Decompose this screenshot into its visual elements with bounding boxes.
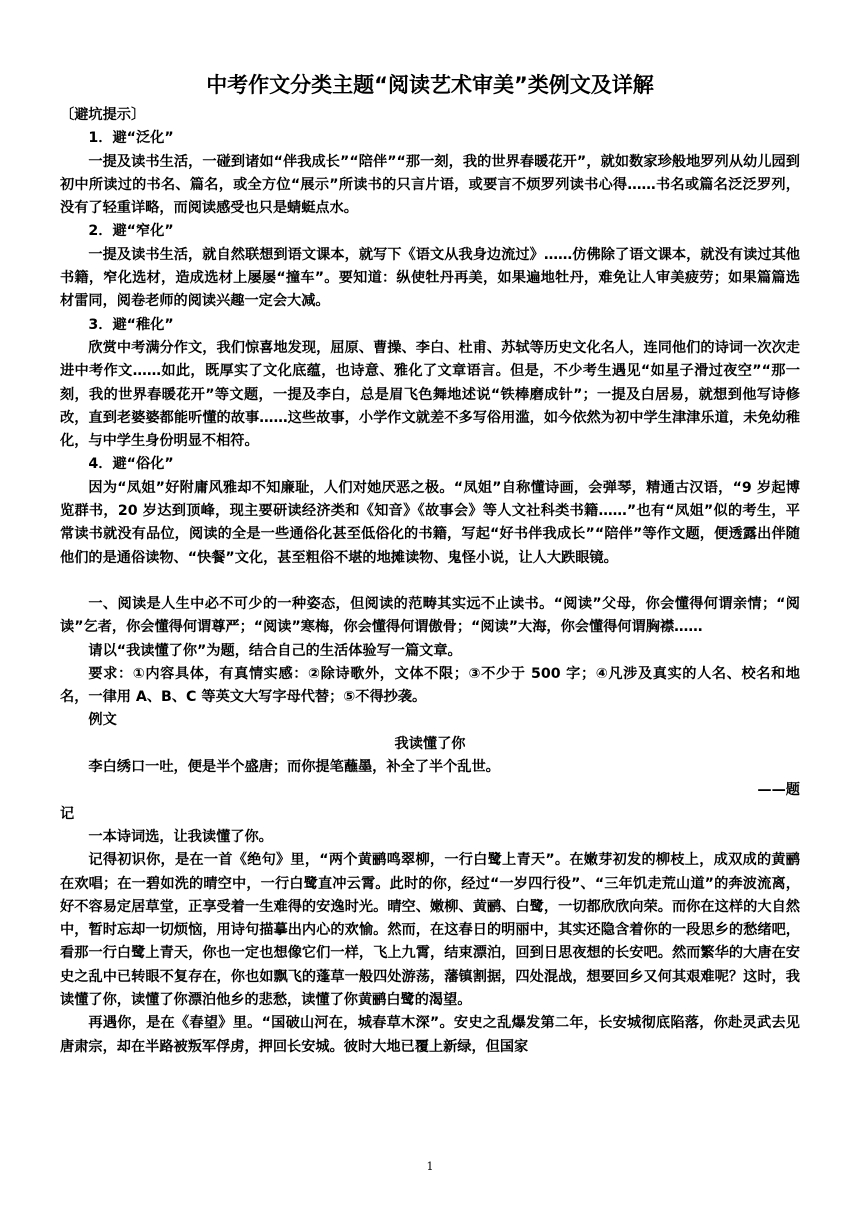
- epigraph-signature: ——题: [757, 782, 800, 799]
- tip-heading-2: 2．避“窄化”: [88, 223, 174, 240]
- prompt-paragraph-1: 一、阅读是人生中必不可少的一种姿态，但阅读的范畴其实远不止读书。“阅读”父母，你会懂得何谓亲情；“阅读”乞者，你会懂得何谓尊严；“阅读”寒梅，你会懂得何谓傲骨；“阅读”大海，你会懂得何谓胸襟……: [60, 595, 800, 636]
- tip-paragraph-2: 一提及读书生活，就自然联想到语文课本，就写下《语文从我身边流过》……仿佛除了语文课本，就没有读过其他书籍，窄化选材，造成选材上屡屡“撞车”。要知道：纵使牡丹再美，如果遍地牡丹，难免让人审美疲劳；如果篇篇选材雷同，阅卷老师的阅读兴趣一定会大减。: [60, 246, 800, 310]
- essay-paragraph-1: 一本诗词选，让我读懂了你。: [88, 828, 273, 845]
- example-label: 例文: [88, 712, 117, 729]
- tip-heading-3: 3．避“稚化”: [88, 316, 174, 333]
- tip-paragraph-1: 一提及读书生活，一碰到诸如“伴我成长”“陪伴”“那一刻，我的世界春暖花开”，就如数家珍般地罗列从幼儿园到初中所读过的书名、篇名，或全方位“展示”所读书的只言片语，或要言不烦罗列读书心得……书名或篇名泛泛罗列，没有了轻重详略，而阅读感受也只是蜻蜓点水。: [60, 153, 800, 217]
- section-gap: [60, 570, 800, 593]
- essay-paragraph-3: 再遇你，是在《春望》里。“国破山河在，城春草木深”。安史之乱爆发第二年，长安城彻底陷落，你赴灵武去见唐肃宗，却在半路被叛军俘虏，押回长安城。彼时大地已覆上新绿，但国家: [60, 1015, 800, 1055]
- document-body: [60, 104, 800, 1059]
- prompt-requirements: 要求：①内容具体，有真情实感：②除诗歌外，文体不限；③不少于 500 字；④凡涉及真实的人名、校名和地名，一律用 A、B、C 等英文大写字母代替；⑤不得抄袭。: [60, 665, 800, 706]
- epigraph-signature-end: 记: [60, 805, 75, 822]
- page-number: 1: [426, 1160, 434, 1173]
- essay-title: 我读懂了你: [394, 735, 466, 752]
- tip-paragraph-3: 欣赏中考满分作文，我们惊喜地发现，屈原、曹操、李白、杜甫、苏轼等历史文化名人，连同他们的诗词一次次走进中考作文……如此，既厚实了文化底蕴，也诗意、雅化了文章语言。但是，不少考生遇见“如星子滑过夜空”“那一刻，我的世界春暖花开”等文题，一提及李白，总是眉飞色舞地述说“铁棒磨成针”；一提及白居易，就想到他写诗修改，直到老婆婆都能听懂的故事……这些故事，小学作文就差不多写俗用滥，如今依然为初中学生津津乐道，未免幼稚化，与中学生身份明显不相符。: [60, 339, 800, 450]
- essay-paragraph-2: 记得初识你，是在一首《绝句》里，“两个黄鹂鸣翠柳，一行白鹭上青天”。在嫩芽初发的柳枝上，成双成的黄鹂在欢唱；在一碧如洗的晴空中，一行白鹭直冲云霄。此时的你，经过“一岁四行役”、“三年饥走荒山道”的奔波流离，好不容易定居草堂，正享受着一生难得的安逸时光。晴空、嫩柳、黄鹂、白鹭，一切都欣欣向荣。而你在这样的大自然中，暂时忘却一切烦恼，用诗句描摹出内心的欢愉。然而，在这春日的明丽中，其实还隐含着你的一段思乡的愁绪吧，看那一行白鹭上青天，你也一定也想像它们一样，飞上九霄，结束漂泊，回到日思夜想的长安吧。然而繁华的大唐在安史之乱中已转眼不复存在，你也如飘飞的蓬草一般四处游荡，藩镇割据，四处混战，想要回乡又何其艰难呢？这时，我读懂了你，读懂了你漂泊他乡的悲愁，读懂了你黄鹂白鹭的渴望。: [60, 852, 800, 1008]
- document-title: 中考作文分类主题“阅读艺术审美”类例文及详解: [206, 73, 654, 97]
- tip-paragraph-4: 因为“凤姐”好附庸风雅却不知廉耻，人们对她厌恶之极。“凤姐”自称懂诗画，会弹琴，精通古汉语，“9 岁起博览群书，20 岁达到顶峰，现主要研读经济类和《知音》《故事会》等人文社科类书籍……”也有“凤姐”似的考生，平常读书就没有品位，阅读的全是一些通俗化甚至低俗化的书籍，写起“好书伴我成长”“陪伴”等作文题，便透露出伴随他们的是通俗读物、“快餐”文化，甚至粗俗不堪的地摊读物、鬼怪小说，让人大跌眼镜。: [60, 479, 800, 566]
- tip-heading-1: 1．避“泛化”: [88, 130, 174, 147]
- tips-header: 〔避坑提示〕: [60, 107, 146, 123]
- prompt-paragraph-2: 请以“我读懂了你”为题，结合自己的生活体验写一篇文章。: [88, 642, 462, 659]
- essay-epigraph: 李白绣口一吐，便是半个盛唐；而你提笔蘸墨，补全了半个乱世。: [88, 759, 500, 776]
- tip-heading-4: 4．避“俗化”: [88, 456, 174, 473]
